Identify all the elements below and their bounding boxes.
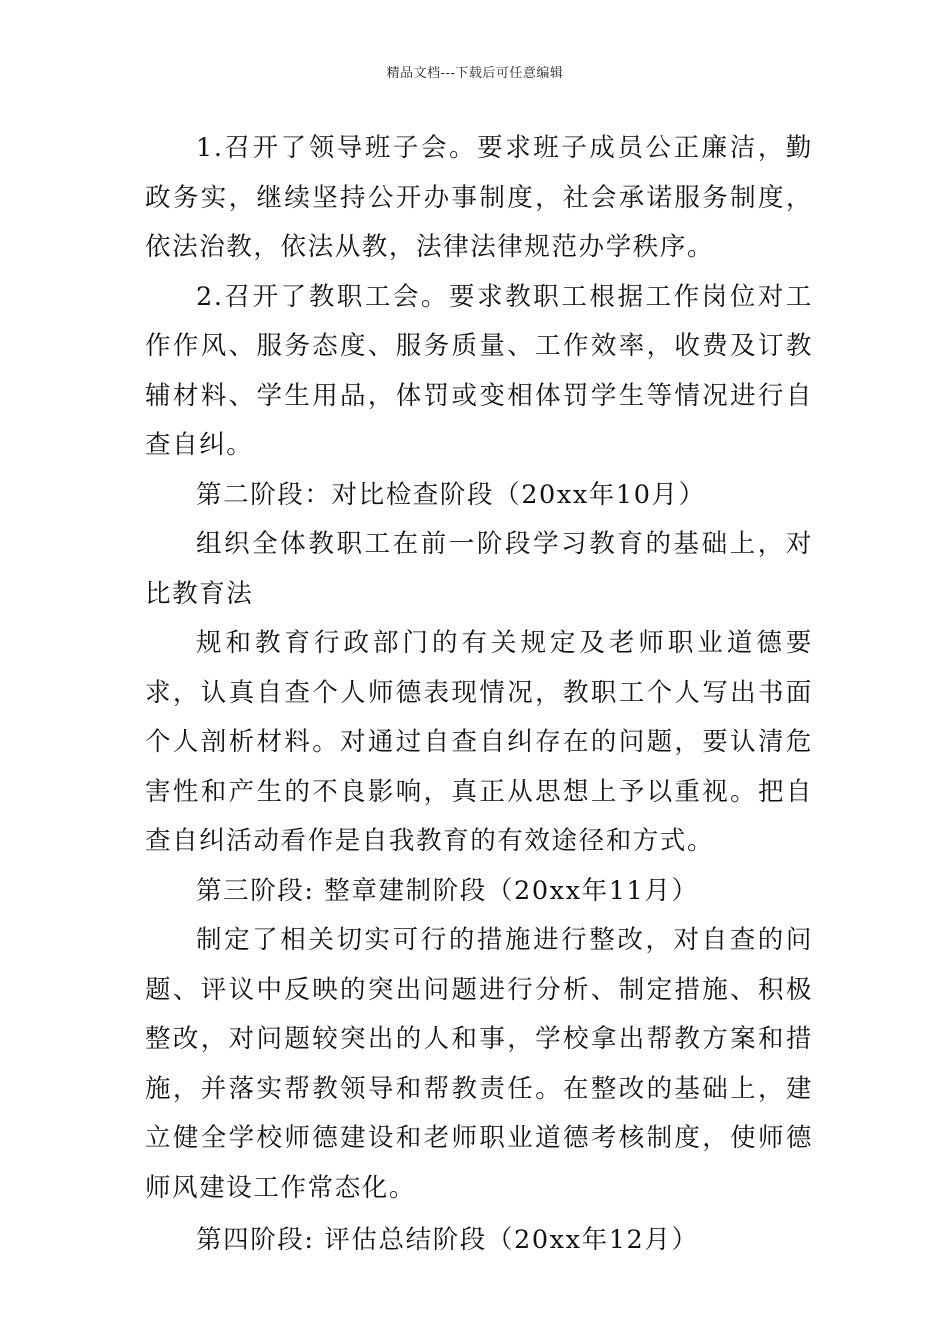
paragraph-rectification: 制定了相关切实可行的措施进行整改，对自查的问题、评议中反映的突出问题进行分析、制定措施、积极整改，对问题较突出的人和事，学校拿出帮教方案和措施，并落实帮教领导和帮教责任。在整改的基础上，建立健全学校师德建设和老师职业道德考核制度，使师德师风建设工作常态化。 — [145, 925, 813, 1203]
paragraph-compare-education-law: 组织全体教职工在前一阶段学习教育的基础上，对比教育法 — [145, 529, 813, 609]
page-header: 精品文档---下载后可任意编辑 — [386, 66, 564, 81]
stage-two-heading: 第二阶段：对比检查阶段（20xx年10月） — [196, 479, 706, 510]
document-body — [145, 124, 813, 1266]
paragraph-leadership-meeting: 1.召开了领导班子会。要求班子成员公正廉洁，勤政务实，继续坚持公开办事制度，社会承诺服务制度，依法治教，依法从教，法律法律规范办学秩序。 — [145, 133, 813, 262]
paragraph-staff-meeting: 2.召开了教职工会。要求教职工根据工作岗位对工作作风、服务态度、服务质量、工作效率，收费及订教辅材料、学生用品，体罚或变相体罚学生等情况进行自查自纠。 — [145, 281, 813, 460]
paragraph-self-check: 规和教育行政部门的有关规定及老师职业道德要求，认真自查个人师德表现情况，教职工个人写出书面个人剖析材料。对通过自查自纠存在的问题，要认清危害性和产生的不良影响，真正从思想上予以重视。把自查自纠活动看作是自我教育的有效途径和方式。 — [145, 628, 813, 856]
stage-four-heading: 第四阶段: 评估总结阶段（20xx年12月） — [196, 1225, 699, 1255]
stage-three-heading: 第三阶段: 整章建制阶段（20xx年11月） — [196, 875, 699, 906]
